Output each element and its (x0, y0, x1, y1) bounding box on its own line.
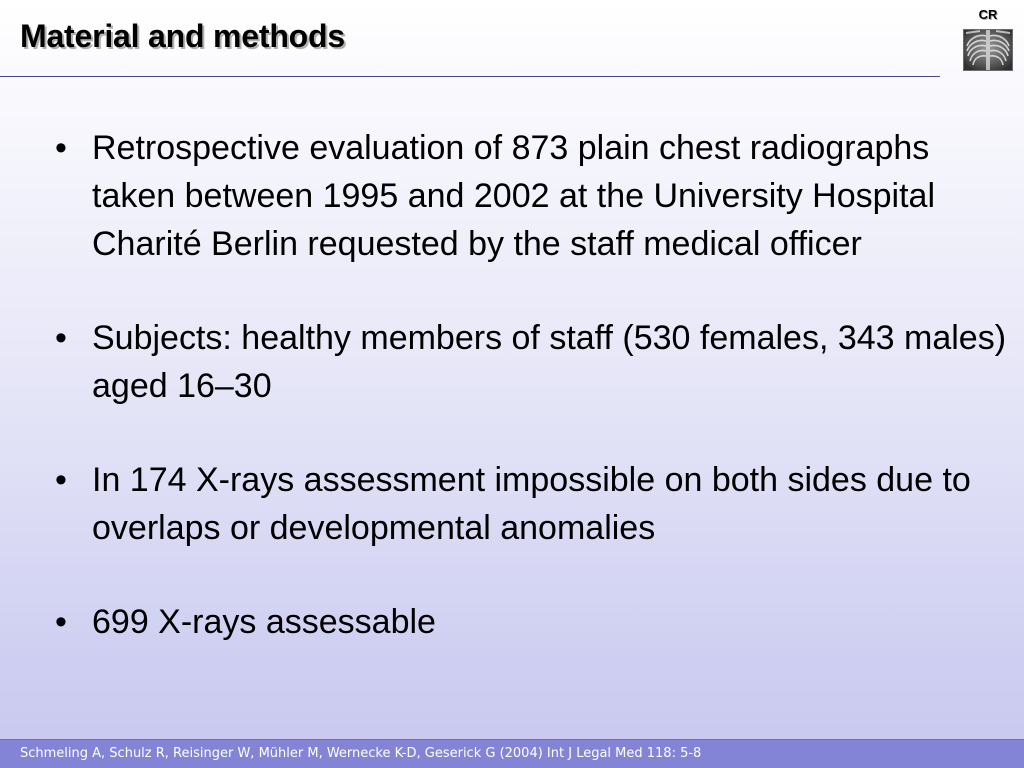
chest-xray-icon (963, 29, 1013, 71)
bullet-text: Subjects: healthy members of staff (530 females, 343 males) aged 16–30 (92, 319, 1007, 405)
bullet-item (52, 314, 1012, 410)
logo-label: CR (978, 7, 998, 22)
bullet-text: 699 X-rays assessable (92, 603, 436, 641)
bullet-marker: • (55, 319, 67, 357)
bullet-item (52, 598, 1012, 646)
slide-title: Material and methods (20, 18, 345, 54)
bullet-text: Retrospective evaluation of 873 plain chest radiographs taken between 1995 and 2002 at the University Hospital Charité Berlin requested by the staff medical officer (92, 129, 935, 263)
bullet-marker: • (55, 461, 67, 499)
bullet-marker: • (55, 603, 67, 641)
bullet-item (52, 124, 1012, 268)
title-divider (0, 76, 940, 77)
bullet-marker: • (55, 129, 67, 167)
bullet-item (52, 456, 1012, 552)
bullet-list (52, 124, 1012, 692)
bullet-text: In 174 X-rays assessment impossible on both sides due to overlaps or developmental anomalies (92, 461, 971, 547)
footer-citation: Schmeling A, Schulz R, Reisinger W, Mühler M, Wernecke K-D, Geserick G (2004) Int J Legal Med 118: 5-8 (20, 746, 702, 761)
footer-bar (0, 739, 1024, 768)
